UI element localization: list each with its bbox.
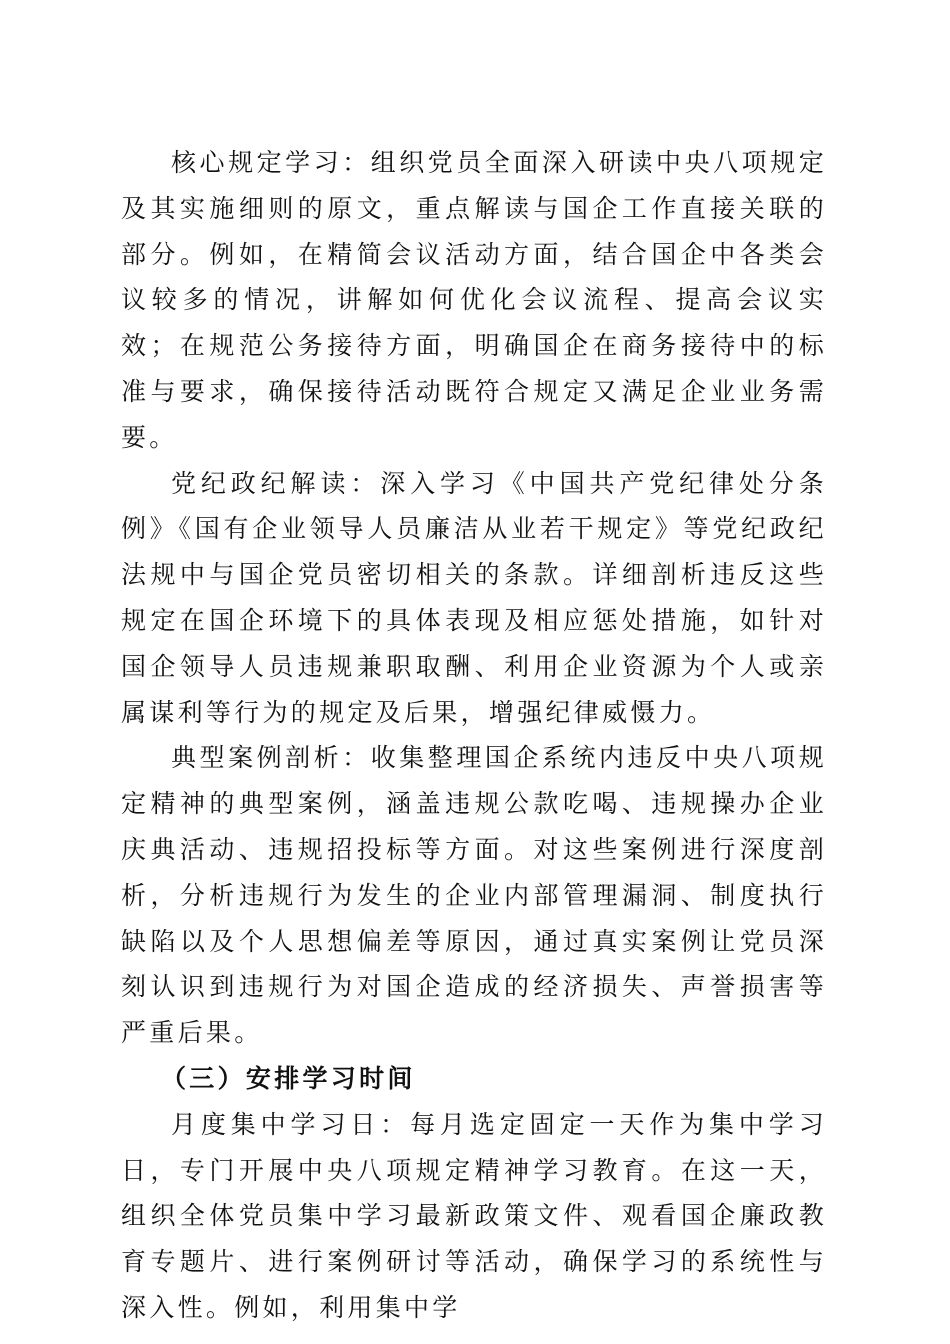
paragraph-case-analysis: 典型案例剖析：收集整理国企系统内违反中央八项规定精神的典型案例，涵盖违规公款吃喝、违规操办企业庆典活动、违规招投标等方面。对这些案例进行深度剖析，分析违规行为发生的企业内部管理漏洞、制度执行缺陷以及个人思想偏差等原因，通过真实案例让党员深刻认识到违规行为对国企造成的经济损失、声誉损害等严重后果。 — [121, 743, 827, 1048]
paragraph-discipline: 党纪政纪解读：深入学习《中国共产党纪律处分条例》《国有企业领导人员廉洁从业若干规定》等党纪政纪法规中与国企党员密切相关的条款。详细剖析违反这些规定在国企环境下的具体表现及相应惩处措施，如针对国企领导人员违规兼职取酬、利用企业资源为个人或亲属谋利等行为的规定及后果，增强纪律威慑力。 — [121, 468, 827, 727]
document-body — [121, 140, 827, 1331]
section-heading: （三）安排学习时间 — [161, 1063, 416, 1093]
paragraph-core-rules: 核心规定学习：组织党员全面深入研读中央八项规定及其实施细则的原文，重点解读与国企工作直接关联的部分。例如，在精简会议活动方面，结合国企中各类会议较多的情况，讲解如何优化会议流程、提高会议实效；在规范公务接待方面，明确国企在商务接待中的标准与要求，确保接待活动既符合规定又满足企业业务需要。 — [121, 148, 827, 452]
paragraph-monthly-study: 月度集中学习日：每月选定固定一天作为集中学习日，专门开展中央八项规定精神学习教育。在这一天，组织全体党员集中学习最新政策文件、观看国企廉政教育专题片、进行案例研讨等活动，确保学习的系统性与深入性。例如，利用集中学 — [121, 1109, 827, 1322]
